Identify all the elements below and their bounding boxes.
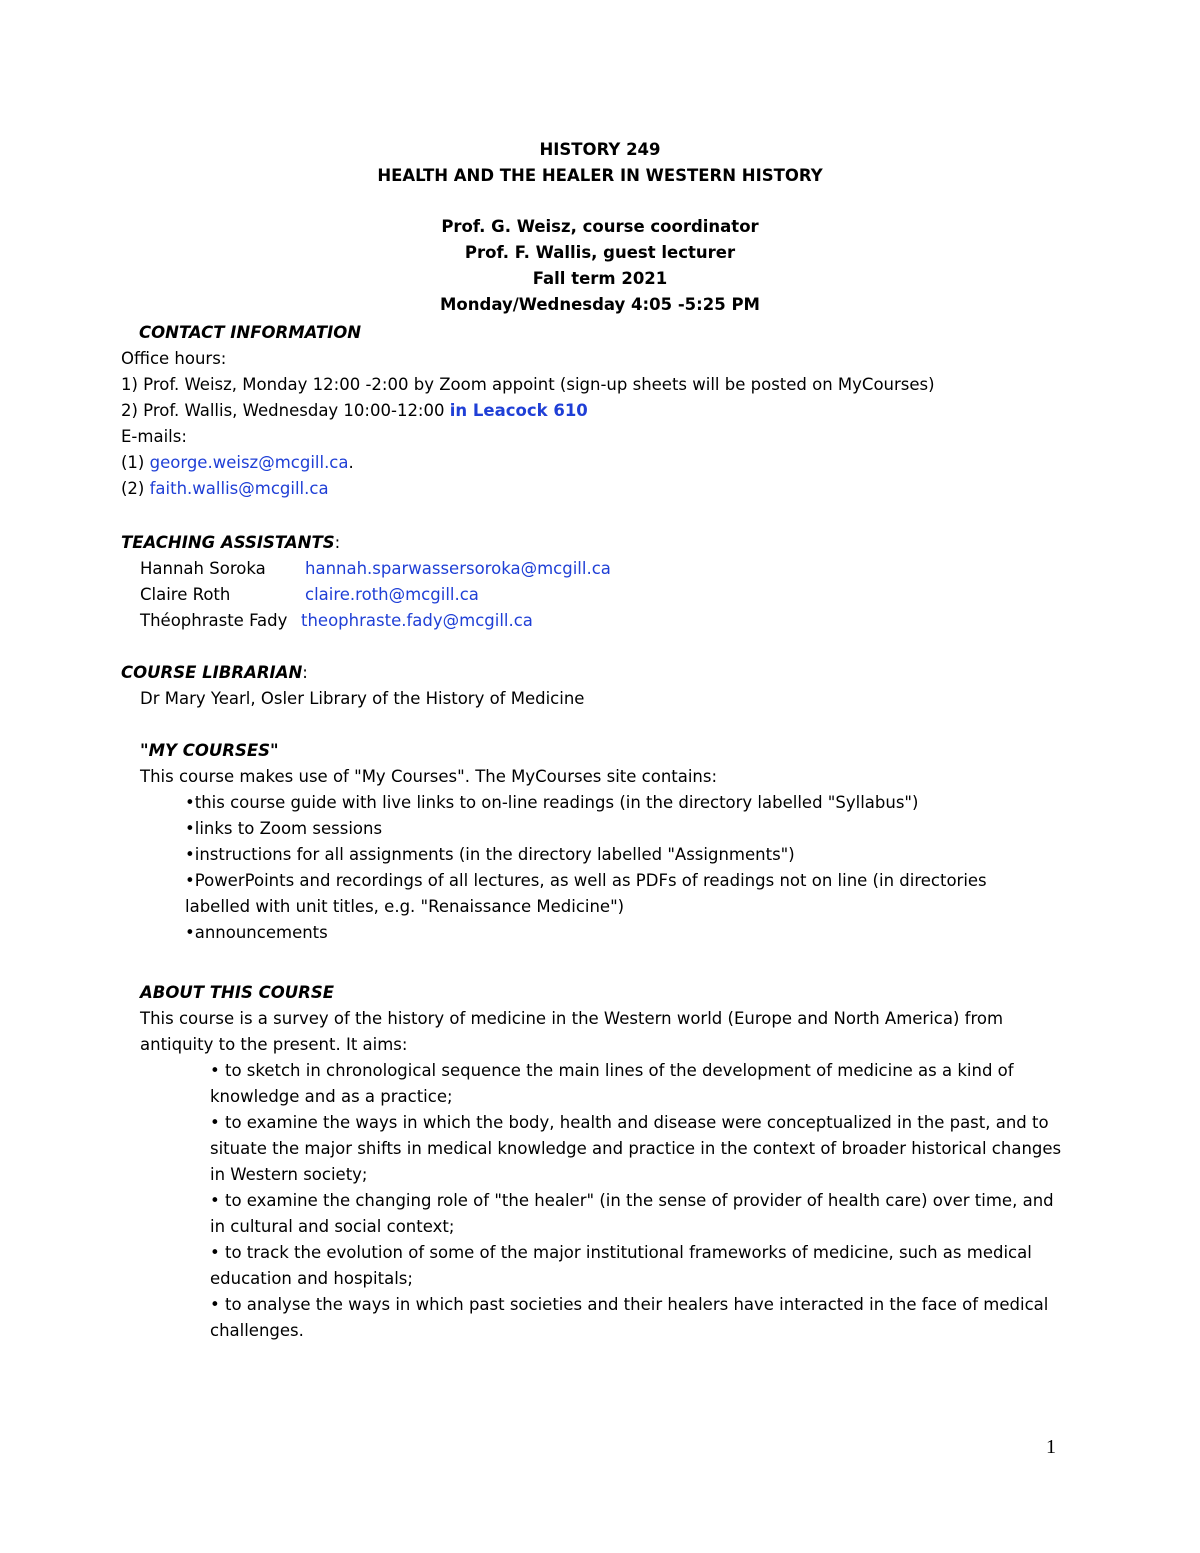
mycourses-intro: This course makes use of "My Courses". The MyCourses site contains: [140,767,718,786]
list-item: • to sketch in chronological sequence the main lines of the development of medicine as a kind of knowledge and as a practice; [210,1061,1014,1106]
schedule: Monday/Wednesday 4:05 -5:25 PM [440,295,760,314]
ta-row [121,556,1081,582]
email-link-weisz[interactable]: george.weisz@mcgill.ca [149,453,349,472]
office-hours-label: Office hours: [121,349,227,368]
about-heading: ABOUT THIS COURSE [140,983,334,1002]
ta-email-link[interactable]: claire.roth@mcgill.ca [305,585,479,604]
page-number: 1 [1046,1436,1056,1458]
ta-heading: TEACHING ASSISTANTS: [121,533,341,552]
ta-name: Hannah Soroka [140,559,266,578]
list-item: •announcements [185,923,328,942]
email-row-wallis: (2) faith.wallis@mcgill.ca [121,479,329,498]
ta-row [121,608,1081,634]
list-item: • to track the evolution of some of the major institutional frameworks of medicine, such as medical education and hospitals; [210,1243,1032,1288]
list-item: •instructions for all assignments (in the directory labelled "Assignments") [185,845,795,864]
librarian-section [121,660,1081,712]
list-item: •PowerPoints and recordings of all lectures, as well as PDFs of readings not on line (in directories labelled with unit titles, e.g. "Renaissance Medicine") [185,871,987,916]
office-location: in Leacock 610 [449,401,588,420]
contact-section [121,320,1081,502]
list-item: •links to Zoom sessions [185,819,383,838]
librarian-text: Dr Mary Yearl, Osler Library of the History of Medicine [140,689,585,708]
course-code: HISTORY 249 [539,140,661,159]
emails-label: E-mails: [121,427,187,446]
email-row-weisz: (1) george.weisz@mcgill.ca. [121,453,354,472]
course-title: HEALTH AND THE HEALER IN WESTERN HISTORY [377,166,823,185]
term: Fall term 2021 [532,269,668,288]
ta-section [121,530,1081,634]
ta-email-link[interactable]: hannah.sparwassersoroka@mcgill.ca [305,559,611,578]
contact-heading: CONTACT INFORMATION [139,323,362,342]
mycourses-list [185,790,1065,946]
list-item: • to examine the changing role of "the healer" (in the sense of provider of health care) over time, and in cultural and social context; [210,1191,1054,1236]
ta-email-link[interactable]: theophraste.fady@mcgill.ca [301,611,533,630]
mycourses-heading: "MY COURSES" [140,741,279,760]
ta-name: Claire Roth [140,585,231,604]
librarian-heading: COURSE LIBRARIAN: [121,663,308,682]
ta-row [121,582,1081,608]
guest-lecturer: Prof. F. Wallis, guest lecturer [464,243,736,262]
about-list [210,1058,1070,1344]
about-intro: This course is a survey of the history of medicine in the Western world (Europe and North America) from antiquity to the present. It aims: [140,1009,1004,1054]
office-hours-weisz: 1) Prof. Weisz, Monday 12:00 -2:00 by Zoom appoint (sign-up sheets will be posted on MyCourses) [121,375,935,394]
course-header [0,137,1200,318]
ta-name: Théophraste Fady [140,611,288,630]
coordinator: Prof. G. Weisz, course coordinator [441,217,759,236]
list-item: • to examine the ways in which the body, health and disease were conceptualized in the past, and to situate the major shifts in medical knowledge and practice in the context of broader historical changes in Western society; [210,1113,1062,1184]
list-item: • to analyse the ways in which past societies and their healers have interacted in the face of medical challenges. [210,1295,1049,1340]
email-link-wallis[interactable]: faith.wallis@mcgill.ca [149,479,329,498]
about-section [140,980,1070,1344]
list-item: •this course guide with live links to on-line readings (in the directory labelled "Syllabus") [185,793,919,812]
mycourses-section [140,738,1070,946]
office-hours-wallis: 2) Prof. Wallis, Wednesday 10:00-12:00 in Leacock 610 [121,401,588,420]
